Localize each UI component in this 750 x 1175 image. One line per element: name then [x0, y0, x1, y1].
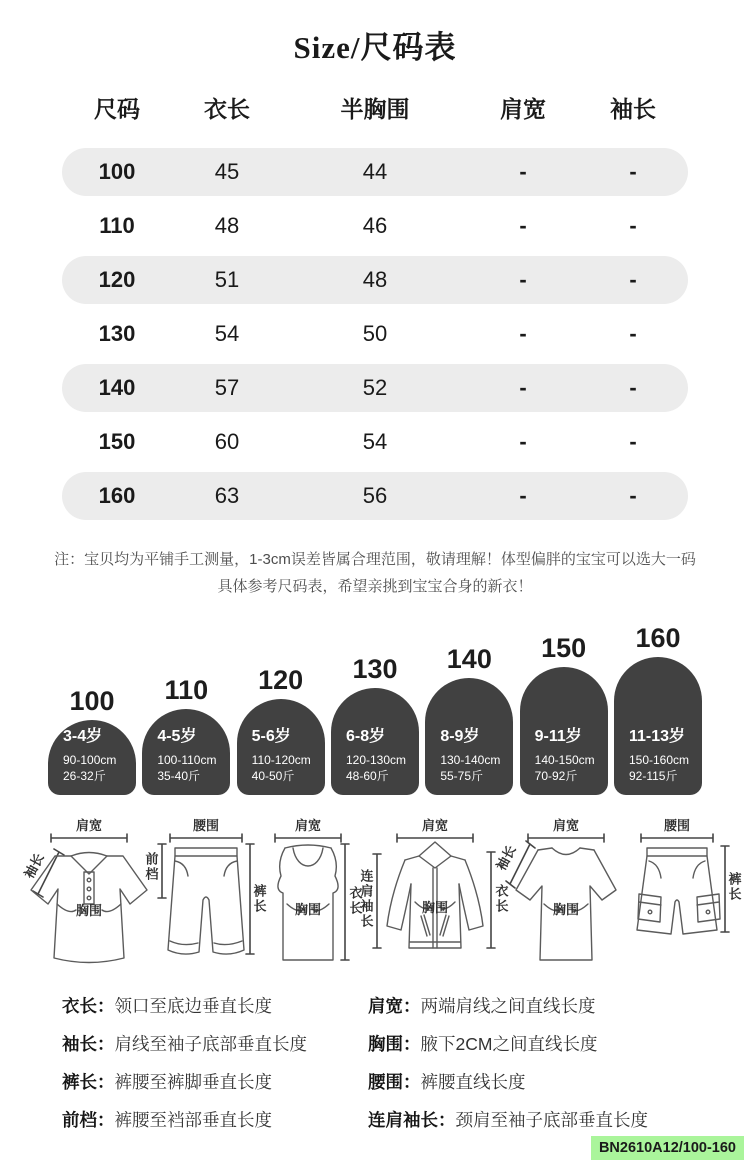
shoulder-width-label: 肩宽 — [422, 818, 449, 833]
table-row: 120 51 48 - - — [62, 256, 688, 304]
page-title — [0, 22, 750, 67]
arch-weight-label: 48-60斤 — [345, 768, 389, 783]
header-sleeve-length: 袖长 — [610, 95, 656, 122]
size-arch-120 — [237, 665, 325, 795]
definition-desc: 领口至底边垂直长度 — [114, 996, 272, 1016]
definition-desc: 腋下2CM之间直线长度 — [420, 1034, 598, 1054]
shoulder-width-arrow — [275, 834, 341, 842]
arch-size-label: 110 — [164, 675, 209, 705]
header-garment-length: 衣长 — [204, 95, 250, 122]
definition-row — [62, 1032, 362, 1057]
note-line-2: 具体参考尺码表，希望亲挑到宝宝合身的新衣！ — [217, 578, 533, 595]
arch-weight-label: 26-32斤 — [63, 768, 106, 783]
definition-desc: 裤腰至裆部垂直长度 — [114, 1110, 272, 1130]
arch-shape — [142, 709, 230, 795]
arch-size-label: 150 — [541, 633, 587, 663]
waist-arrow — [641, 834, 713, 842]
header-half-chest: 半胸围 — [340, 95, 410, 122]
arch-age-label: 3-4岁 — [63, 728, 103, 745]
definition-desc: 裤腰直线长度 — [420, 1072, 526, 1092]
table-row: 140 57 52 - - — [62, 364, 688, 412]
definition-desc: 肩线至袖子底部垂直长度 — [114, 1034, 307, 1054]
shoulder-width-label: 肩宽 — [294, 818, 321, 833]
arch-shape — [237, 699, 325, 795]
shorts-length-label: 裤长 — [726, 872, 742, 902]
arch-size-label: 120 — [258, 665, 304, 695]
shoulder-width-arrow — [397, 834, 473, 842]
waist-arrow — [170, 834, 242, 842]
arch-height-label: 130-140cm — [440, 753, 501, 767]
definition-term: 衣长： — [62, 996, 115, 1016]
chest-label: 胸围 — [553, 902, 580, 917]
header-shoulder-width: 肩宽 — [500, 95, 546, 122]
front-rise-arrow — [158, 844, 166, 898]
shorts-outline — [637, 848, 720, 934]
chest-label: 胸围 — [75, 903, 103, 918]
size-arch-160 — [614, 623, 702, 795]
garment-length-label: 衣长 — [347, 886, 363, 916]
pants-length-label: 裤长 — [251, 884, 267, 914]
arch-shape — [331, 688, 419, 795]
definition-term: 连肩袖长： — [368, 1110, 456, 1130]
definition-row — [62, 994, 362, 1019]
definition-row — [368, 1032, 744, 1057]
table-row: 150 60 54 - - — [98, 429, 637, 454]
arch-shape — [520, 667, 608, 795]
title-chinese: 尺码表 — [360, 30, 457, 65]
definition-term: 肩宽： — [368, 996, 421, 1016]
arch-weight-label: 92-115斤 — [628, 768, 678, 783]
size-arch-130 — [331, 654, 419, 795]
arch-shape — [614, 657, 702, 795]
arch-age-label: 9-11岁 — [534, 728, 582, 745]
table-row: 100 45 44 - - — [62, 148, 688, 196]
table-row: 110 48 46 - - — [99, 213, 637, 238]
polo-shirt-diagram — [21, 812, 151, 974]
definition-term: 裤长： — [62, 1072, 115, 1092]
shoulder-width-arrow — [51, 834, 127, 842]
definition-row — [62, 1108, 362, 1133]
arch-age-label: 8-9岁 — [440, 728, 480, 745]
size-arch-110 — [142, 675, 230, 795]
shoulder-width-arrow — [528, 834, 604, 842]
arch-weight-label: 70-92斤 — [534, 768, 578, 783]
definition-row — [62, 1070, 362, 1095]
size-arch-150 — [520, 633, 608, 795]
table-header-row — [62, 85, 688, 129]
arch-shape — [48, 720, 136, 795]
front-rise-label: 前档 — [143, 852, 159, 882]
table-row: 160 63 56 - - — [62, 472, 688, 520]
definition-desc: 两端肩线之间直线长度 — [420, 996, 596, 1016]
table-row: 130 54 50 - - — [98, 321, 637, 346]
definition-term: 胸围： — [368, 1034, 421, 1054]
arch-weight-label: 55-75斤 — [440, 768, 484, 783]
definition-desc: 裤腰至裤脚垂直长度 — [114, 1072, 272, 1092]
chest-label: 胸围 — [294, 902, 321, 917]
arch-age-label: 6-8岁 — [345, 728, 386, 745]
size-arch-140 — [425, 644, 513, 795]
header-size: 尺码 — [94, 95, 140, 122]
arch-height-label: 120-130cm — [345, 753, 407, 767]
arch-height-label: 100-110cm — [157, 753, 217, 767]
waist-label: 腰围 — [192, 818, 219, 833]
raglan-sleeve-arrow — [373, 854, 381, 948]
shoulder-width-label: 肩宽 — [553, 818, 580, 833]
measurement-note — [0, 546, 750, 600]
arch-weight-label: 40-50斤 — [251, 768, 295, 783]
arch-shape — [425, 678, 513, 795]
title-english: Size/ — [293, 30, 361, 65]
sleeve-length-label: 袖长 — [493, 842, 519, 873]
definition-row — [368, 1070, 744, 1095]
jacket-diagram — [358, 812, 509, 974]
size-range-chart — [48, 617, 702, 795]
definition-row — [368, 1108, 744, 1133]
vest-diagram — [261, 812, 365, 974]
pants-outline — [168, 848, 244, 954]
pants-diagram — [143, 812, 267, 974]
jacket-outline — [387, 842, 483, 948]
size-arch-100 — [48, 686, 136, 795]
definitions-right-column — [368, 994, 744, 1133]
arch-size-label: 140 — [446, 644, 492, 674]
waist-label: 腰围 — [663, 818, 690, 833]
arch-size-label: 100 — [69, 686, 115, 716]
arch-weight-label: 35-40斤 — [157, 768, 201, 783]
arch-height-label: 110-120cm — [251, 753, 311, 767]
raglan-sleeve-label: 连肩袖长 — [358, 869, 374, 929]
definition-term: 腰围： — [368, 1072, 421, 1092]
arch-age-label: 5-6岁 — [251, 728, 291, 745]
shoulder-width-label: 肩宽 — [75, 818, 103, 833]
garment-length-label: 衣长 — [493, 884, 509, 914]
definition-desc: 颈肩至袖子底部垂直长度 — [455, 1110, 648, 1130]
arch-size-label: 160 — [635, 623, 681, 653]
shorts-diagram — [627, 812, 742, 974]
garment-diagrams — [21, 812, 742, 974]
arch-age-label: 11-13岁 — [628, 728, 686, 745]
note-line-1: 注：宝贝均为平铺手工测量，1-3cm误差皆属合理范围，敬请理解！体型偏胖的宝宝可以选大一码 — [54, 551, 696, 568]
sleeve-length-label: 袖长 — [21, 850, 47, 881]
definition-term: 袖长： — [62, 1034, 115, 1054]
arch-height-label: 140-150cm — [534, 753, 595, 767]
arch-age-label: 4-5岁 — [157, 728, 197, 745]
arch-size-label: 130 — [352, 654, 398, 684]
definition-row — [368, 994, 744, 1019]
definition-term: 前档： — [62, 1110, 115, 1130]
arch-height-label: 90-100cm — [63, 753, 117, 767]
arch-height-label: 150-160cm — [628, 753, 690, 767]
definitions-left-column — [62, 994, 362, 1133]
chest-label: 胸围 — [422, 900, 449, 915]
product-code-badge: BN2610A12/100-160 — [591, 1136, 744, 1160]
